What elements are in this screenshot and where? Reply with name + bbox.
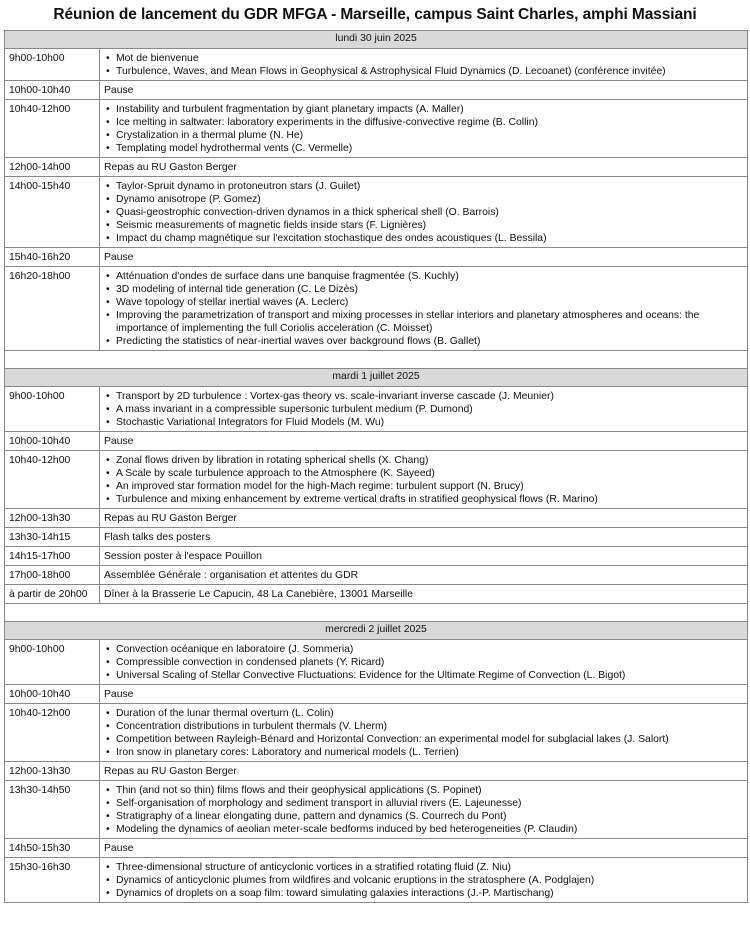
- session-time: 16h20-18h00: [5, 267, 100, 351]
- day-header-row: [5, 31, 748, 49]
- session-time: 12h00-13h30: [5, 762, 100, 781]
- session-time: 10h40-12h00: [5, 451, 100, 509]
- session-content: [100, 704, 748, 762]
- day-spacer-row: [5, 604, 748, 622]
- talk-item: • Dynamo anisotrope (P. Gomez): [104, 193, 743, 206]
- session-time: 10h00-10h40: [5, 685, 100, 704]
- talk-item: • Competition between Rayleigh-Bénard and Horizontal Convection: an experimental model for subglacial lakes (J. Salort): [104, 733, 743, 746]
- day-date: mercredi 2 juillet 2025: [5, 622, 748, 640]
- talk-item: • Duration of the lunar thermal overturn (L. Colin): [104, 707, 743, 720]
- session-content: [100, 158, 748, 177]
- session-label: Pause: [104, 436, 134, 447]
- session-time: 14h50-15h30: [5, 839, 100, 858]
- talk-item: • An improved star formation model for the high-Mach regime: turbulent support (N. Brucy): [104, 480, 743, 493]
- talk-item: • Mot de bienvenue: [104, 52, 743, 65]
- talk-item: • Turbulence and mixing enhancement by extreme vertical drafts in stratified geophysical flows (R. Marino): [104, 493, 743, 506]
- talk-list: [104, 52, 743, 78]
- talk-list: [104, 270, 743, 348]
- session-label: Assemblée Générale : organisation et attentes du GDR: [104, 570, 359, 581]
- session-time: 13h30-14h15: [5, 528, 100, 547]
- spacer-cell: [5, 351, 748, 369]
- session-time: 17h00-18h00: [5, 566, 100, 585]
- session-content: [100, 781, 748, 839]
- session-row: [5, 685, 748, 704]
- session-content: [100, 839, 748, 858]
- session-time: 13h30-14h50: [5, 781, 100, 839]
- session-time: 15h30-16h30: [5, 858, 100, 903]
- talk-item: • Ice melting in saltwater: laboratory experiments in the diffusive-convective regime (B. Collin): [104, 116, 743, 129]
- talk-list: [104, 784, 743, 836]
- session-row: [5, 267, 748, 351]
- talk-item: • Improving the parametrization of transport and mixing processes in stellar interiors and planetary atmospheres and oceans: the importance of implementing the full Coriolis acceleration (C. Moisset): [104, 309, 743, 335]
- talk-item: • Crystalization in a thermal plume (N. He): [104, 129, 743, 142]
- talk-item: • Turbulence, Waves, and Mean Flows in Geophysical & Astrophysical Fluid Dynamics (D. Lecoanet) (conférence invitée): [104, 65, 743, 78]
- talk-item: • Impact du champ magnétique sur l'excitation stochastique des ondes acoustiques (L. Bessila): [104, 232, 743, 245]
- talk-item: • Predicting the statistics of near-inertial waves over background flows (B. Gallet): [104, 335, 743, 348]
- talk-item: • Templating model hydrothermal vents (C. Vermelle): [104, 142, 743, 155]
- session-content: [100, 451, 748, 509]
- session-time: 15h40-16h20: [5, 248, 100, 267]
- talk-item: • Zonal flows driven by libration in rotating spherical shells (X. Chang): [104, 454, 743, 467]
- talk-list: [104, 454, 743, 506]
- spacer-cell: [5, 604, 748, 622]
- session-content: [100, 858, 748, 903]
- session-row: [5, 585, 748, 604]
- session-content: [100, 387, 748, 432]
- session-row: [5, 704, 748, 762]
- day-date: mardi 1 juillet 2025: [5, 369, 748, 387]
- session-time: 14h00-15h40: [5, 177, 100, 248]
- session-content: [100, 585, 748, 604]
- talk-item: • Universal Scaling of Stellar Convective Fluctuations: Evidence for the Ultimate Regime of Convection (L. Bigot): [104, 669, 743, 682]
- talk-item: • Quasi-geostrophic convection-driven dynamos in a thick spherical shell (O. Barrois): [104, 206, 743, 219]
- talk-item: • Wave topology of stellar inertial waves (A. Leclerc): [104, 296, 743, 309]
- talk-list: [104, 103, 743, 155]
- session-label: Repas au RU Gaston Berger: [104, 513, 237, 524]
- session-row: [5, 528, 748, 547]
- session-row: [5, 566, 748, 585]
- session-time: 10h40-12h00: [5, 100, 100, 158]
- session-row: [5, 387, 748, 432]
- session-row: [5, 432, 748, 451]
- session-label: Session poster à l'espace Pouillon: [104, 551, 262, 562]
- session-row: [5, 858, 748, 903]
- talk-list: [104, 861, 743, 900]
- session-time: 12h00-14h00: [5, 158, 100, 177]
- talk-item: • A Scale by scale turbulence approach to the Atmosphere (K. Sayeed): [104, 467, 743, 480]
- schedule-table: [4, 30, 748, 903]
- session-row: [5, 177, 748, 248]
- session-row: [5, 762, 748, 781]
- session-label: Flash talks des posters: [104, 532, 211, 543]
- talk-list: [104, 707, 743, 759]
- session-content: [100, 509, 748, 528]
- talk-item: • Modeling the dynamics of aeolian meter-scale bedforms induced by bed heterogeneities (P. Claudin): [104, 823, 743, 836]
- talk-list: [104, 643, 743, 682]
- session-label: Pause: [104, 252, 134, 263]
- talk-item: • Seismic measurements of magnetic fields inside stars (F. Lignières): [104, 219, 743, 232]
- session-row: [5, 49, 748, 81]
- talk-item: • Stratigraphy of a linear elongating dune, pattern and dynamics (S. Courrech du Pont): [104, 810, 743, 823]
- talk-item: • Dynamics of anticyclonic plumes from wildfires and volcanic eruptions in the stratosphere (A. Podglajen): [104, 874, 743, 887]
- day-header-row: [5, 622, 748, 640]
- session-content: [100, 566, 748, 585]
- talk-item: • 3D modeling of internal tide generation (C. Le Dizès): [104, 283, 743, 296]
- session-content: [100, 432, 748, 451]
- talk-item: • Atténuation d'ondes de surface dans une banquise fragmentée (S. Kuchly): [104, 270, 743, 283]
- session-content: [100, 528, 748, 547]
- page-title: Réunion de lancement du GDR MFGA - Marseille, campus Saint Charles, amphi Massiani: [53, 6, 697, 23]
- session-row: [5, 81, 748, 100]
- session-row: [5, 781, 748, 839]
- talk-item: • Taylor-Spruit dynamo in protoneutron stars (J. Guilet): [104, 180, 743, 193]
- session-time: 10h40-12h00: [5, 704, 100, 762]
- session-label: Repas au RU Gaston Berger: [104, 162, 237, 173]
- session-row: [5, 547, 748, 566]
- session-row: [5, 839, 748, 858]
- session-time: 9h00-10h00: [5, 640, 100, 685]
- session-time: 9h00-10h00: [5, 387, 100, 432]
- session-content: [100, 248, 748, 267]
- talk-item: • Instability and turbulent fragmentation by giant planetary impacts (A. Maller): [104, 103, 743, 116]
- session-content: [100, 640, 748, 685]
- session-row: [5, 640, 748, 685]
- talk-list: [104, 390, 743, 429]
- session-time: 10h00-10h40: [5, 432, 100, 451]
- session-row: [5, 248, 748, 267]
- session-content: [100, 100, 748, 158]
- day-header-row: [5, 369, 748, 387]
- talk-item: • Convection océanique en laboratoire (J. Sommeria): [104, 643, 743, 656]
- talk-item: • Stochastic Variational Integrators for Fluid Models (M. Wu): [104, 416, 743, 429]
- session-time: 14h15-17h00: [5, 547, 100, 566]
- talk-item: • Compressible convection in condensed planets (Y. Ricard): [104, 656, 743, 669]
- session-content: [100, 762, 748, 781]
- session-time: 10h00-10h40: [5, 81, 100, 100]
- session-content: [100, 177, 748, 248]
- session-label: Pause: [104, 85, 134, 96]
- talk-item: • Thin (and not so thin) films flows and their geophysical applications (S. Popinet): [104, 784, 743, 797]
- talk-item: • Transport by 2D turbulence : Vortex-gas theory vs. scale-invariant inverse cascade (J. Meunier): [104, 390, 743, 403]
- session-time: à partir de 20h00: [5, 585, 100, 604]
- talk-item: • Iron snow in planetary cores: Laboratory and numerical models (L. Terrien): [104, 746, 743, 759]
- session-content: [100, 547, 748, 566]
- session-content: [100, 685, 748, 704]
- session-row: [5, 509, 748, 528]
- session-label: Dîner à la Brasserie Le Capucin, 48 La Canebière, 13001 Marseille: [104, 589, 414, 600]
- talk-item: • Concentration distributions in turbulent thermals (V. Lherm): [104, 720, 743, 733]
- session-content: [100, 49, 748, 81]
- talk-item: • Self-organisation of morphology and sediment transport in alluvial rivers (E. Lajeunesse): [104, 797, 743, 810]
- session-label: Repas au RU Gaston Berger: [104, 766, 237, 777]
- session-row: [5, 100, 748, 158]
- talk-item: • Three-dimensional structure of anticyclonic vortices in a stratified rotating fluid (Z. Niu): [104, 861, 743, 874]
- session-content: [100, 267, 748, 351]
- day-spacer-row: [5, 351, 748, 369]
- session-label: Pause: [104, 689, 134, 700]
- session-row: [5, 451, 748, 509]
- talk-list: [104, 180, 743, 245]
- session-time: 9h00-10h00: [5, 49, 100, 81]
- session-row: [5, 158, 748, 177]
- talk-item: • Dynamics of droplets on a soap film: toward simulating galaxies interactions (J.-P. Martischang): [104, 887, 743, 900]
- session-time: 12h00-13h30: [5, 509, 100, 528]
- session-content: [100, 81, 748, 100]
- session-label: Pause: [104, 843, 134, 854]
- day-date: lundi 30 juin 2025: [5, 31, 748, 49]
- schedule-body: [5, 31, 748, 903]
- talk-item: • A mass invariant in a compressible supersonic turbulent medium (P. Dumond): [104, 403, 743, 416]
